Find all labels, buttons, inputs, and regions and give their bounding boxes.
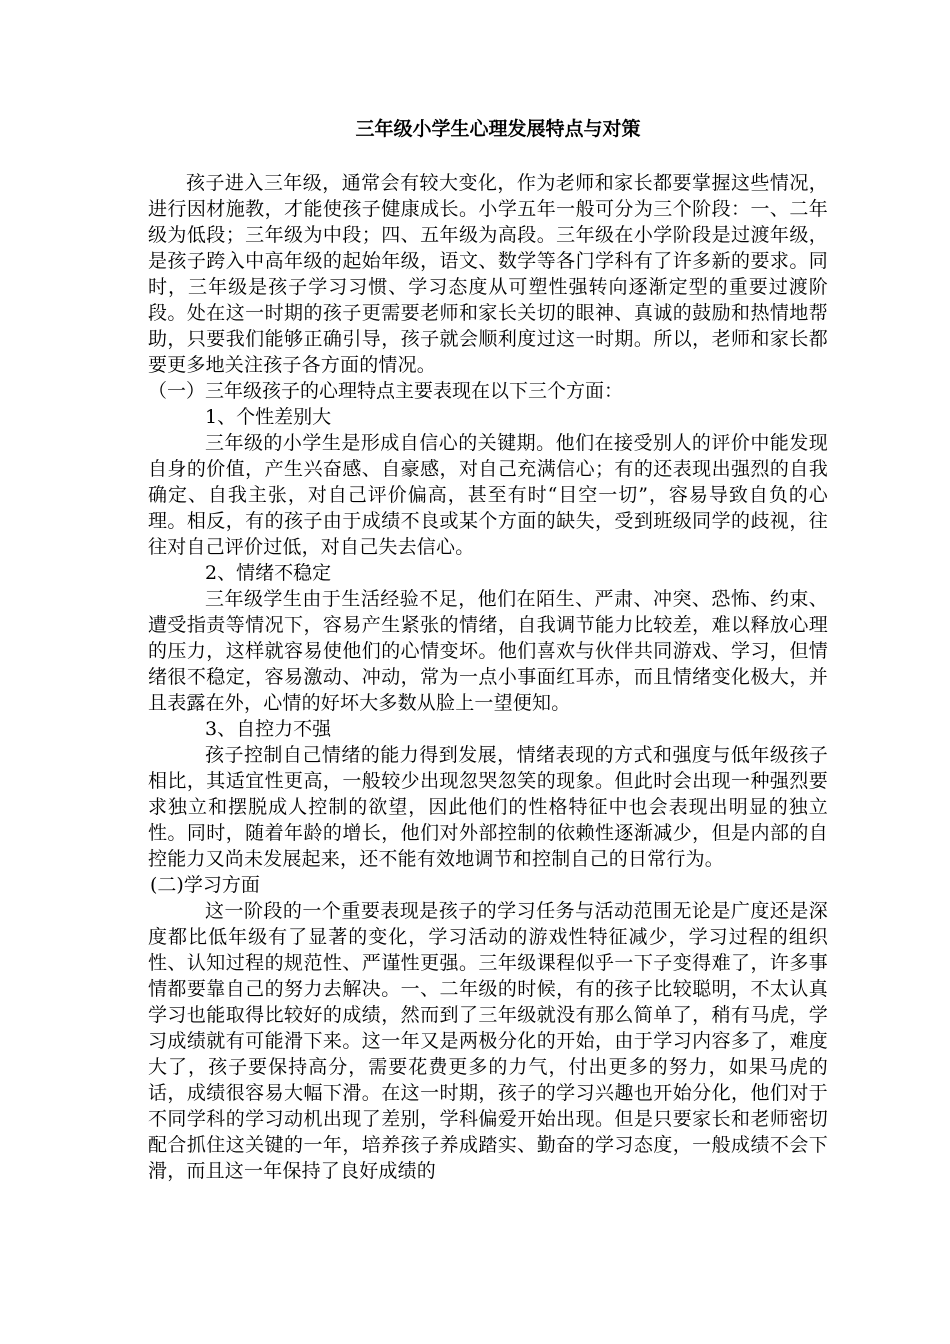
item-3-heading: 3、自控力不强 [205,718,332,740]
section-2-paragraph: 这一阶段的一个重要表现是孩子的学习任务与活动范围无论是广度还是深度都比低年级有了显著的变化，学习活动的游戏性特征减少，学习过程的组织性、认知过程的规范性、严谨性更强。三年级课程似乎一下子变得难了，许多事情都要靠自己的努力去解决。一、二年级的时候，有的孩子比较聪明，不太认真学习也能取得比较好的成绩，然而到了三年级就没有那么简单了，稍有马虎，学习成绩就有可能滑下来。这一年又是两极分化的开始，由于学习内容多了，难度大了，孩子要保持高分，需要花费更多的力气，付出更多的努力，如果马虎的话，成绩很容易大幅下滑。在这一时期，孩子的学习兴趣也开始分化，他们对于不同学科的学习动机出现了差别，学科偏爱开始出现。但是只要家长和老师密切配合抓住这关键的一年，培养孩子养成踏实、勤奋的学习态度，一般成绩不会下滑，而且这一年保持了良好成绩的 [148,900,828,1182]
section-1-heading: （一）三年级孩子的心理特点主要表现在以下三个方面： [148,380,624,402]
item-2-heading: 2、情绪不稳定 [205,562,332,584]
intro-paragraph: 孩子进入三年级，通常会有较大变化，作为老师和家长都要掌握这些情况，进行因材施教，才能使孩子健康成长。小学五年一般可分为三个阶段：一、二年级为低段；三年级为中段；四、五年级为高段。三年级在小学阶段是过渡年级，是孩子跨入中高年级的起始年级，语文、数学等各门学科有了许多新的要求。同时，三年级是孩子学习习惯、学习态度从可塑性强转向逐渐定型的重要过渡阶段。处在这一时期的孩子更需要老师和家长关切的眼神、真诚的鼓励和热情地帮助，只要我们能够正确引导，孩子就会顺利度过这一时期。所以，老师和家长都要更多地关注孩子各方面的情况。 [148,172,828,376]
item-1-paragraph: 三年级的小学生是形成自信心的关键期。他们在接受别人的评价中能发现自身的价值，产生兴奋感、自豪感，对自己充满信心；有的还表现出强烈的自我确定、自我主张，对自己评价偏高，甚至有时“目空一切”，容易导致自负的心理。相反，有的孩子由于成绩不良或某个方面的缺失，受到班级同学的歧视，往往对自己评价过低，对自己失去信心。 [148,432,828,558]
item-1-heading: 1、个性差别大 [205,406,332,428]
document-page [148,116,828,1184]
item-3-paragraph: 孩子控制自己情绪的能力得到发展，情绪表现的方式和强度与低年级孩子相比，其适宜性更高，一般较少出现忽哭忽笑的现象。但此时会出现一种强烈要求独立和摆脱成人控制的欲望，因此他们的性格特征中也会表现出明显的独立性。同时，随着年龄的增长，他们对外部控制的依赖性逐渐减少，但是内部的自控能力又尚未发展起来，还不能有效地调节和控制自己的日常行为。 [148,744,828,870]
section-2-heading: (二)学习方面 [150,874,260,896]
item-2-paragraph: 三年级学生由于生活经验不足，他们在陌生、严肃、冲突、恐怖、约束、遭受指责等情况下，容易产生紧张的情绪，自我调节能力比较差，难以释放心理的压力，这样就容易使他们的心情变坏。他们喜欢与伙伴共同游戏、学习，但情绪很不稳定，容易激动、冲动，常为一点小事面红耳赤，而且情绪变化极大，并且表露在外，心情的好坏大多数从脸上一望便知。 [148,588,828,714]
document-title: 三年级小学生心理发展特点与对策 [355,118,641,140]
